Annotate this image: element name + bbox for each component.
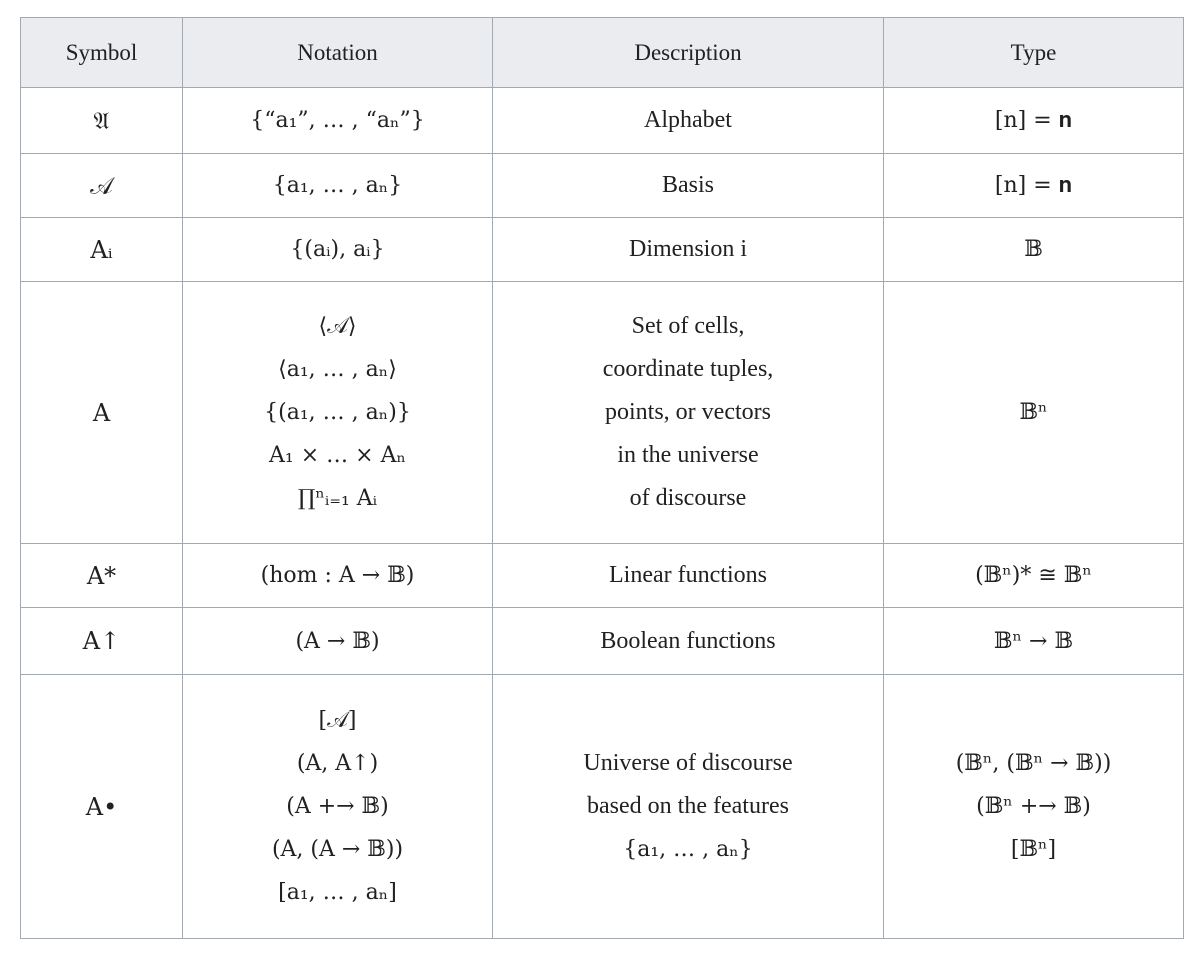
type-cell <box>884 154 1184 218</box>
description-cell <box>493 154 884 218</box>
type-line: [n] = 𝐧 <box>994 173 1073 198</box>
symbol-text: Aᵢ <box>90 235 113 264</box>
notation-line: ⟨a₁, … , aₙ⟩ <box>278 357 397 382</box>
description-line: Linear functions <box>609 562 767 588</box>
symbol-text: 𝔄 <box>93 106 110 135</box>
notation-line: (A, A↑) <box>296 751 379 776</box>
table-row <box>21 675 1184 939</box>
description-line: based on the features <box>587 793 789 819</box>
type-cell <box>884 544 1184 608</box>
description-cell <box>493 88 884 154</box>
symbol-cell <box>21 218 183 282</box>
description-line: in the universe <box>617 442 759 468</box>
notation-cell <box>183 282 493 544</box>
description-line: {a₁, … , aₙ} <box>623 837 753 862</box>
symbol-text: A• <box>85 792 118 821</box>
type-cell <box>884 608 1184 675</box>
notation-line: A₁ × … × Aₙ <box>269 443 406 468</box>
description-cell <box>493 282 884 544</box>
symbol-cell <box>21 88 183 154</box>
notation-line: ∏ⁿᵢ₌₁ Aᵢ <box>297 486 378 511</box>
notation-line: (hom : A → 𝔹) <box>260 563 415 588</box>
notation-cell <box>183 218 493 282</box>
symbol-text: A <box>92 398 111 427</box>
header-type: Type <box>884 18 1184 88</box>
symbol-cell <box>21 282 183 544</box>
description-cell <box>493 218 884 282</box>
type-cell <box>884 88 1184 154</box>
notation-cell <box>183 154 493 218</box>
description-cell <box>493 544 884 608</box>
table-row <box>21 154 1184 218</box>
notation-cell <box>183 608 493 675</box>
table-row <box>21 544 1184 608</box>
notation-cell <box>183 544 493 608</box>
symbol-cell <box>21 608 183 675</box>
notation-line: (A → 𝔹) <box>295 628 380 654</box>
table-row <box>21 282 1184 544</box>
type-cell <box>884 218 1184 282</box>
symbol-text: 𝒜 <box>90 171 113 200</box>
notation-line: {a₁, … , aₙ} <box>272 173 403 198</box>
notation-line: {“a₁”, … , “aₙ”} <box>250 108 425 133</box>
type-cell <box>884 675 1184 939</box>
notation-line: [a₁, … , aₙ] <box>278 880 397 905</box>
notation-table <box>20 17 1184 939</box>
notation-line: (A, (A → 𝔹)) <box>271 837 404 862</box>
type-line: [n] = 𝐧 <box>994 108 1073 133</box>
symbol-cell <box>21 154 183 218</box>
notation-line: {(aᵢ), aᵢ} <box>290 237 385 262</box>
description-cell <box>493 608 884 675</box>
type-line: 𝔹ⁿ <box>1019 400 1048 425</box>
header-row <box>21 18 1184 88</box>
notation-cell <box>183 88 493 154</box>
table-row <box>21 218 1184 282</box>
description-line: Basis <box>661 172 714 198</box>
description-line: of discourse <box>629 485 747 511</box>
description-line: Dimension i <box>629 236 747 262</box>
type-line: (𝔹ⁿ, (𝔹ⁿ → 𝔹)) <box>955 751 1112 776</box>
type-line: (𝔹ⁿ)* ≅ 𝔹ⁿ <box>975 563 1092 588</box>
symbol-cell <box>21 544 183 608</box>
notation-cell <box>183 675 493 939</box>
header-description: Description <box>493 18 884 88</box>
notation-line: {(a₁, … , aₙ)} <box>264 400 411 425</box>
type-line: (𝔹ⁿ +→ 𝔹) <box>976 794 1091 819</box>
description-line: coordinate tuples, <box>602 356 774 382</box>
symbol-text: A↑ <box>82 627 121 655</box>
description-cell <box>493 675 884 939</box>
header-symbol: Symbol <box>21 18 183 88</box>
description-line: Universe of discourse <box>583 750 793 776</box>
description-line: Set of cells, <box>631 313 745 339</box>
notation-line: (A +→ 𝔹) <box>286 794 389 819</box>
table-row <box>21 608 1184 675</box>
type-cell <box>884 282 1184 544</box>
description-line: Boolean functions <box>600 627 776 654</box>
type-line: 𝔹ⁿ → 𝔹 <box>993 628 1074 654</box>
symbol-text: A* <box>86 561 117 590</box>
notation-line: [𝒜] <box>318 708 357 733</box>
description-line: Alphabet <box>644 107 732 133</box>
symbol-cell <box>21 675 183 939</box>
header-notation: Notation <box>183 18 493 88</box>
table-row <box>21 88 1184 154</box>
type-line: 𝔹 <box>1024 237 1043 262</box>
notation-line: ⟨𝒜⟩ <box>318 314 357 339</box>
description-line: points, or vectors <box>605 399 771 425</box>
type-line: [𝔹ⁿ] <box>1010 837 1057 862</box>
table-header <box>21 18 1184 88</box>
